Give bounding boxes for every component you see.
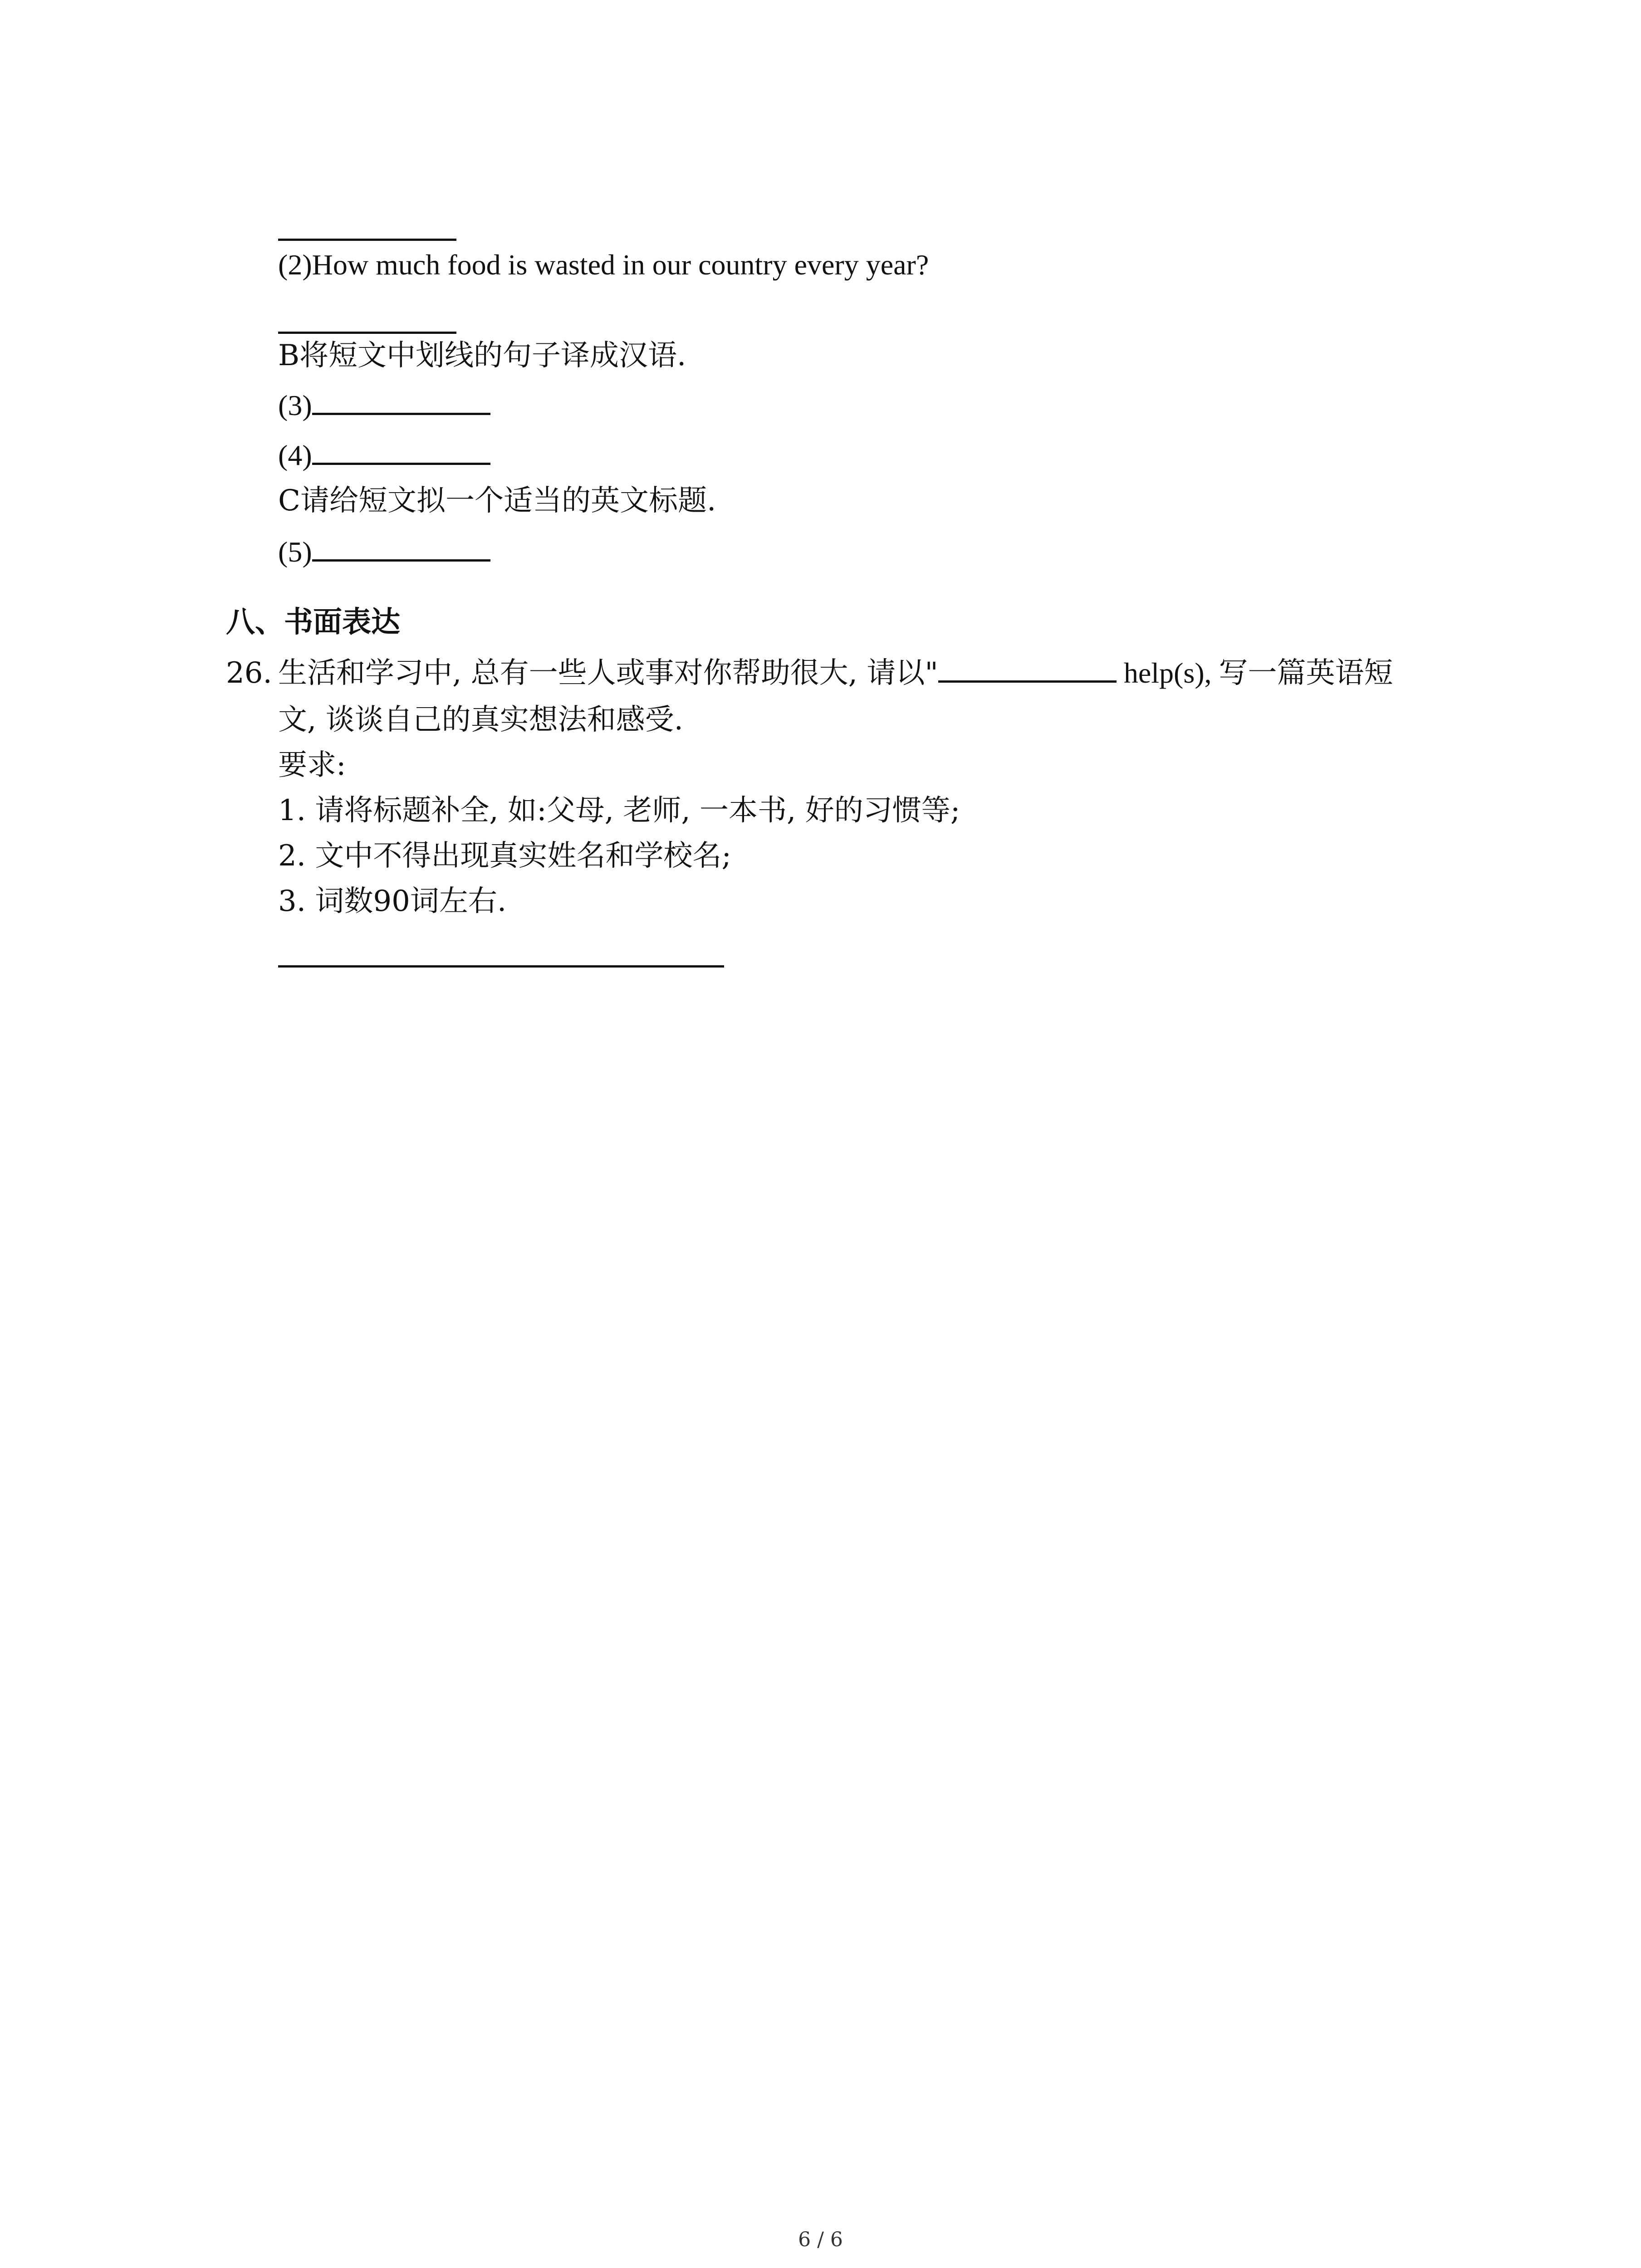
- requirement-2: 2. 文中不得出现真实姓名和学校名;: [278, 839, 731, 873]
- answer-blank-5[interactable]: [312, 559, 490, 562]
- question-4-row: [278, 441, 490, 470]
- question-5-row: [278, 538, 490, 567]
- essay-answer-line[interactable]: [278, 965, 724, 968]
- requirement-1: 1. 请将标题补全, 如:父母, 老师, 一本书, 好的习惯等;: [278, 794, 960, 827]
- title-blank[interactable]: [938, 680, 1117, 683]
- answer-blank-2[interactable]: [278, 332, 456, 334]
- page-number: 6 / 6: [798, 2228, 843, 2251]
- question-3-label: (3): [278, 389, 312, 421]
- requirements-label: 要求:: [278, 748, 346, 782]
- section-heading: 八、书面表达: [226, 606, 400, 639]
- answer-blank-3[interactable]: [312, 412, 490, 415]
- question-26-number: 26.: [226, 656, 272, 690]
- part-b-instruction: B将短文中划线的句子译成汉语.: [278, 339, 686, 372]
- question-5-label: (5): [278, 536, 312, 568]
- question-26-text-before: 生活和学习中, 总有一些人或事对你帮助很大, 请以": [278, 656, 938, 690]
- question-2-prompt: (2)How much food is wasted in our country every year?: [278, 249, 929, 281]
- question-3-row: [278, 391, 490, 420]
- answer-blank-4[interactable]: [312, 462, 490, 465]
- question-4-label: (4): [278, 439, 312, 471]
- question-26-line-1: [278, 656, 1393, 690]
- question-26-text-after: help(s), 写一篇英语短: [1116, 657, 1393, 689]
- part-c-instruction: C请给短文拟一个适当的英文标题.: [278, 484, 716, 518]
- requirement-3: 3. 词数90词左右.: [278, 885, 507, 918]
- question-26-line-2: 文, 谈谈自己的真实想法和感受.: [278, 703, 684, 737]
- answer-blank-1[interactable]: [278, 239, 456, 241]
